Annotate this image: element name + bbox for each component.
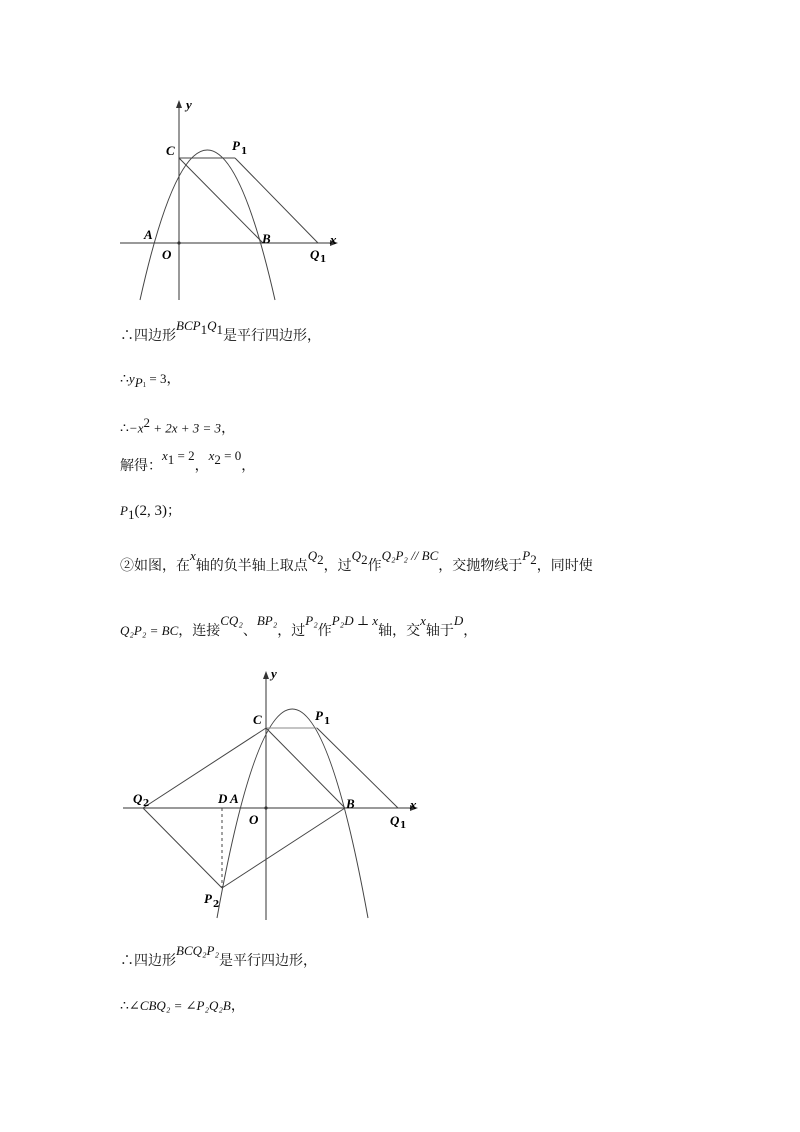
label-q2-sub: 2 bbox=[143, 799, 150, 809]
label-p1: P bbox=[232, 138, 240, 153]
line-connect: Q₂P₂ = BC，连接CQ₂、BP₂，过P₂作P₂D ⊥ x轴，交x轴于D， bbox=[120, 613, 478, 639]
line-equation: $\therefore-x^2 + 2x + 3 = 3$， bbox=[120, 415, 236, 437]
label-q1: Q bbox=[390, 813, 400, 828]
label-a: A bbox=[144, 227, 153, 242]
segment-c-b bbox=[266, 728, 345, 808]
label-c: C bbox=[253, 712, 262, 727]
label-o: O bbox=[162, 247, 172, 262]
label-p2-sub: 2 bbox=[213, 900, 220, 910]
label-a: A bbox=[230, 791, 239, 806]
label-q2: Q bbox=[133, 791, 143, 806]
parabola bbox=[217, 709, 368, 918]
label-b: B bbox=[346, 796, 355, 811]
label-p2: P bbox=[204, 891, 212, 906]
segment-p1-q1 bbox=[317, 728, 398, 808]
label-d: D bbox=[218, 791, 228, 806]
label-p1: P bbox=[315, 708, 323, 723]
label-p1-sub: 1 bbox=[324, 717, 331, 727]
label-c: C bbox=[166, 143, 175, 158]
line-construct-q2: ②如图，在x轴的负半轴上取点$Q_2$，过$Q_2$作Q₂P₂ // BC，交抛物线于$P_2$，同时使 bbox=[120, 548, 593, 574]
line-parallelogram-1: ∴四边形$BCP_1Q_1$是平行四边形， bbox=[120, 318, 321, 344]
label-q1-sub: 1 bbox=[320, 255, 327, 265]
label-b: B bbox=[262, 231, 271, 246]
line-solutions: 解得：$x_1 = 2$，$x_2 = 0$， bbox=[120, 448, 256, 474]
segment-q2-c bbox=[143, 728, 266, 808]
label-y: y bbox=[186, 97, 192, 112]
segment-p1-q1 bbox=[235, 158, 318, 243]
label-y: y bbox=[271, 666, 277, 681]
line-angles: ∴∠CBQ₂ = ∠P₂Q₂B， bbox=[120, 998, 245, 1014]
y-axis-arrow bbox=[263, 671, 269, 679]
line-p1-coord: $P_1(2$, 3)； bbox=[120, 503, 181, 522]
segment-c-b bbox=[179, 158, 263, 243]
origin-dot bbox=[264, 806, 267, 809]
label-p1-sub: 1 bbox=[241, 147, 248, 157]
y-axis-arrow bbox=[176, 100, 182, 108]
parabola bbox=[140, 150, 275, 300]
line-parallelogram-2: ∴四边形BCQ₂P₂是平行四边形， bbox=[120, 943, 317, 969]
line-y-p1: $\therefore y_{P1} = 3$， bbox=[120, 371, 181, 390]
figure-1 bbox=[110, 95, 350, 305]
label-x: x bbox=[410, 797, 417, 812]
label-o: O bbox=[249, 812, 259, 827]
segment-p2-b bbox=[222, 808, 345, 888]
figure-2 bbox=[115, 660, 435, 925]
label-q1-sub: 1 bbox=[400, 821, 407, 831]
label-x: x bbox=[330, 232, 337, 247]
origin-dot bbox=[177, 241, 180, 244]
label-q1: Q bbox=[310, 247, 320, 262]
segment-q2-p2 bbox=[143, 808, 222, 888]
